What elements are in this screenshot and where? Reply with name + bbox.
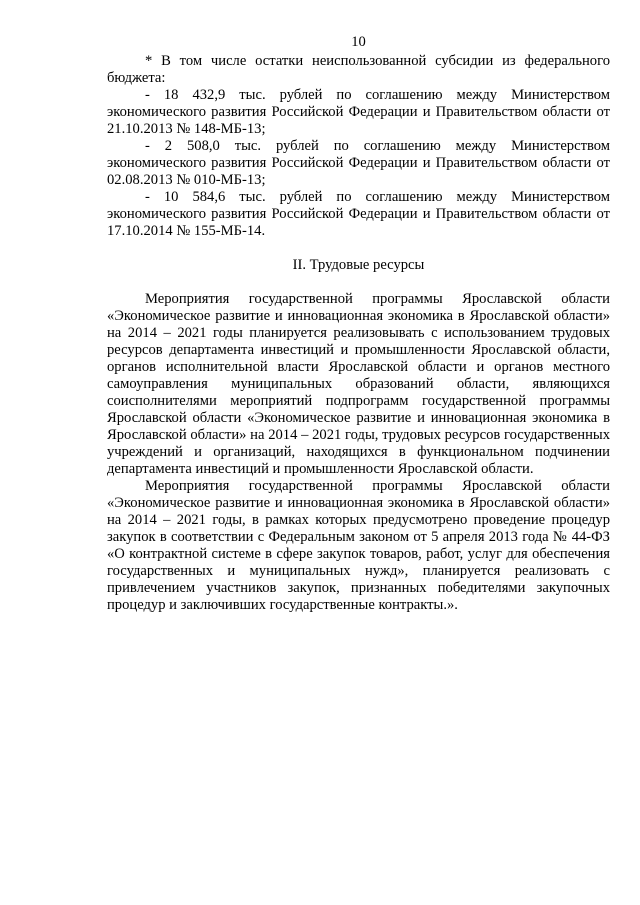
footnote-intro: * В том числе остатки неиспользованной субсидии из федерального бюджета: (107, 53, 610, 86)
footnote-item: - 10 584,6 тыс. рублей по соглашению между Министерством экономического развития Российской Федерации и Правительством области от 17.10.2014 № 155-МБ-14. (107, 189, 610, 239)
footnote-item: - 18 432,9 тыс. рублей по соглашению между Министерством экономического развития Российской Федерации и Правительством области от 21.10.2013 № 148-МБ-13; (107, 87, 610, 137)
document-page (107, 34, 610, 614)
body-paragraph: Мероприятия государственной программы Ярославской области «Экономическое развитие и инновационная экономика в Ярославской области» на 2014 – 2021 годы, в рамках которых предусмотрено проведение процедур закупок в соответствии с Федеральным законом от 5 апреля 2013 года № 44-ФЗ «О контрактной системе в сфере закупок товаров, работ, услуг для обеспечения государственных и муниципальных нужд», планируется реализовать с привлечением участников закупок, признанных победителями закупочных процедур и заключивших государственные контракты.». (107, 478, 610, 613)
page-number: 10 (351, 34, 366, 50)
body-paragraph: Мероприятия государственной программы Ярославской области «Экономическое развитие и инновационная экономика в Ярославской области» на 2014 – 2021 годы планируется реализовывать с использованием трудовых ресурсов департамента инвестиций и промышленности Ярославской области, органов исполнительной власти Ярославской области и органов местного самоуправления муниципальных образований области, являющихся соисполнителями мероприятий подпрограмм государственной программы Ярославской области «Экономическое развитие и инновационная экономика в Ярославской области» на 2014 – 2021 годы, трудовых ресурсов государственных учреждений и организаций, находящихся в функциональном подчинении департамента инвестиций и промышленности Ярославской области. (107, 291, 610, 477)
section-title: II. Трудовые ресурсы (292, 257, 425, 273)
footnote-item: - 2 508,0 тыс. рублей по соглашению между Министерством экономического развития Российской Федерации и Правительством области от 02.08.2013 № 010-МБ-13; (107, 138, 610, 188)
